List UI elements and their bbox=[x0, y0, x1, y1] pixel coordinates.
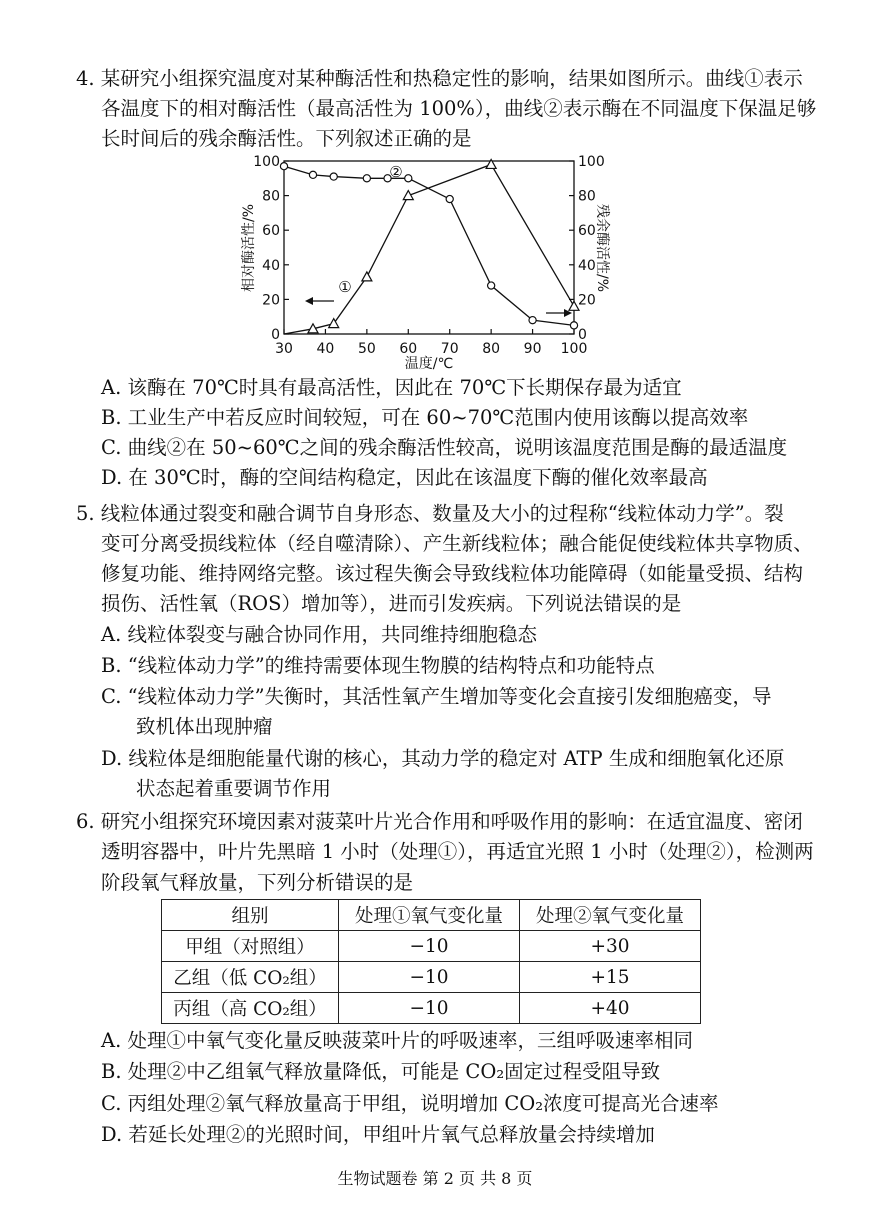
q5-option-c-cont: 致机体出现肿瘤 bbox=[136, 715, 273, 738]
x-tick-label: 50 bbox=[357, 341, 376, 357]
data-point bbox=[280, 163, 287, 170]
table-row bbox=[162, 931, 701, 962]
series-line-1 bbox=[284, 164, 574, 334]
page-footer: 生物试题卷 第 2 页 共 8 页 bbox=[337, 1169, 533, 1188]
y-tick-label-right: 0 bbox=[578, 327, 587, 343]
table-cell: +30 bbox=[520, 931, 701, 962]
table-row bbox=[162, 993, 701, 1024]
table-cell: −10 bbox=[339, 962, 520, 993]
data-point bbox=[330, 173, 337, 180]
y-axis-label-left: 相对酶活性/% bbox=[241, 203, 257, 293]
x-tick-label: 30 bbox=[275, 341, 293, 357]
table-cell: 甲组（对照组） bbox=[162, 931, 339, 962]
q6-stem-line-2: 透明容器中，叶片先黑暗 1 小时（处理①），再适宜光照 1 小时（处理②），检测两 bbox=[101, 840, 814, 863]
y-tick-label-right: 80 bbox=[578, 188, 596, 205]
x-tick-label: 40 bbox=[316, 341, 335, 357]
q5-option-a: A. 线粒体裂变与融合协同作用，共同维持细胞稳态 bbox=[101, 623, 537, 646]
curve-label-1: ① bbox=[338, 278, 352, 296]
chart-series bbox=[280, 159, 579, 334]
x-tick-label: 90 bbox=[523, 341, 542, 357]
q6-stem-line-1: 6. 研究小组探究环境因素对菠菜叶片光合作用和呼吸作用的影响：在适宜温度、密闭 bbox=[76, 810, 803, 833]
data-point bbox=[329, 319, 339, 328]
table-row bbox=[162, 962, 701, 993]
x-tick-label: 100 bbox=[560, 341, 588, 357]
right-axis-arrow-icon bbox=[546, 309, 572, 317]
q5-stem-line-4: 损伤、活性氧（ROS）增加等），进而引发疾病。下列说法错误的是 bbox=[101, 592, 682, 615]
table-cell: 乙组（低 CO₂组） bbox=[162, 962, 339, 993]
q6-option-b: B. 处理②中乙组氧气释放量降低，可能是 CO₂固定过程受阻导致 bbox=[101, 1060, 661, 1083]
y-tick-label-left: 100 bbox=[253, 154, 280, 170]
table-cell: +15 bbox=[520, 962, 701, 993]
x-axis-ticks bbox=[275, 329, 587, 357]
q5-option-b: B. “线粒体动力学”的维持需要体现生物膜的结构特点和功能特点 bbox=[101, 654, 655, 677]
q5-stem-line-2: 变可分离受损线粒体（经自噬清除）、产生新线粒体；融合能促使线粒体共享物质、 bbox=[101, 532, 813, 555]
y-tick-label-left: 60 bbox=[262, 223, 280, 240]
data-point bbox=[529, 317, 536, 324]
q6-stem-line-3: 阶段氧气释放量，下列分析错误的是 bbox=[101, 871, 414, 894]
table-header-row bbox=[162, 900, 701, 931]
data-point bbox=[570, 322, 577, 329]
table-cell: 丙组（高 CO₂组） bbox=[162, 993, 339, 1024]
table-cell: −10 bbox=[339, 993, 520, 1024]
y-tick-label-right: 20 bbox=[578, 292, 596, 309]
table-header-cell: 处理②氧气变化量 bbox=[520, 900, 701, 931]
q4-option-d: D. 在 30℃时，酶的空间结构稳定，因此在该温度下酶的催化效率最高 bbox=[101, 466, 708, 489]
q6-option-a: A. 处理①中氧气变化量反映菠菜叶片的呼吸速率，三组呼吸速率相同 bbox=[101, 1029, 693, 1052]
x-tick-label: 70 bbox=[440, 341, 459, 357]
plot-frame bbox=[284, 161, 574, 334]
data-point bbox=[363, 175, 370, 182]
enzyme-activity-chart bbox=[232, 150, 610, 380]
q4-option-a: A. 该酶在 70℃时具有最高活性，因此在 70℃下长期保存最为适宜 bbox=[101, 376, 682, 399]
table-header-cell: 组别 bbox=[162, 900, 339, 931]
y-tick-label-left: 40 bbox=[262, 257, 280, 274]
q4-stem-line-3: 长时间后的残余酶活性。下列叙述正确的是 bbox=[101, 127, 472, 150]
q6-option-c: C. 丙组处理②氧气释放量高于甲组，说明增加 CO₂浓度可提高光合速率 bbox=[101, 1092, 719, 1115]
y-tick-label-left: 80 bbox=[262, 188, 280, 205]
table-header-cell: 处理①氧气变化量 bbox=[339, 900, 520, 931]
q6-option-d: D. 若延长处理②的光照时间，甲组叶片氧气总释放量会持续增加 bbox=[101, 1123, 655, 1146]
y-tick-label-left: 20 bbox=[262, 292, 280, 309]
curve-label-2: ② bbox=[389, 163, 403, 181]
y-tick-label-left: 0 bbox=[271, 327, 280, 343]
q5-stem-line-3: 修复功能、维持网络完整。该过程失衡会导致线粒体功能障碍（如能量受损、结构 bbox=[101, 562, 804, 585]
table-cell: −10 bbox=[339, 931, 520, 962]
q4-option-c: C. 曲线②在 50~60℃之间的残余酶活性较高，说明该温度范围是酶的最适温度 bbox=[101, 436, 788, 459]
data-point bbox=[405, 175, 412, 182]
q5-option-d-cont: 状态起着重要调节作用 bbox=[136, 777, 332, 800]
y-tick-label-right: 100 bbox=[578, 154, 605, 170]
q5-stem-line-1: 5. 线粒体通过裂变和融合调节自身形态、数量及大小的过程称“线粒体动力学”。裂 bbox=[76, 502, 784, 525]
q4-stem-line-1: 4. 某研究小组探究温度对某种酶活性和热稳定性的影响，结果如图所示。曲线①表示 bbox=[76, 67, 803, 90]
x-axis-label: 温度/℃ bbox=[404, 356, 454, 372]
data-point bbox=[446, 195, 453, 202]
q4-stem-line-2: 各温度下的相对酶活性（最高活性为 100%），曲线②表示酶在不同温度下保温足够 bbox=[101, 97, 817, 120]
q5-option-d: D. 线粒体是细胞能量代谢的核心，其动力学的稳定对 ATP 生成和细胞氧化还原 bbox=[101, 747, 785, 770]
table-cell: +40 bbox=[520, 993, 701, 1024]
y-tick-label-right: 40 bbox=[578, 257, 596, 274]
data-point bbox=[309, 171, 316, 178]
y-tick-label-right: 60 bbox=[578, 223, 596, 240]
left-axis-arrow-icon bbox=[305, 297, 334, 305]
data-point bbox=[403, 191, 413, 200]
data-point bbox=[362, 272, 372, 281]
x-tick-label: 60 bbox=[399, 341, 418, 357]
q5-option-c: C. “线粒体动力学”失衡时，其活性氧产生增加等变化会直接引发细胞癌变，导 bbox=[101, 685, 772, 708]
x-tick-label: 80 bbox=[482, 341, 501, 357]
experiment-table bbox=[161, 899, 701, 1024]
y-axis-label-right: 残余酶活性/% bbox=[594, 203, 610, 293]
y-axis-ticks bbox=[253, 154, 604, 343]
q4-option-b: B. 工业生产中若反应时间较短，可在 60~70℃范围内使用该酶以提高效率 bbox=[101, 406, 749, 429]
data-point bbox=[488, 282, 495, 289]
